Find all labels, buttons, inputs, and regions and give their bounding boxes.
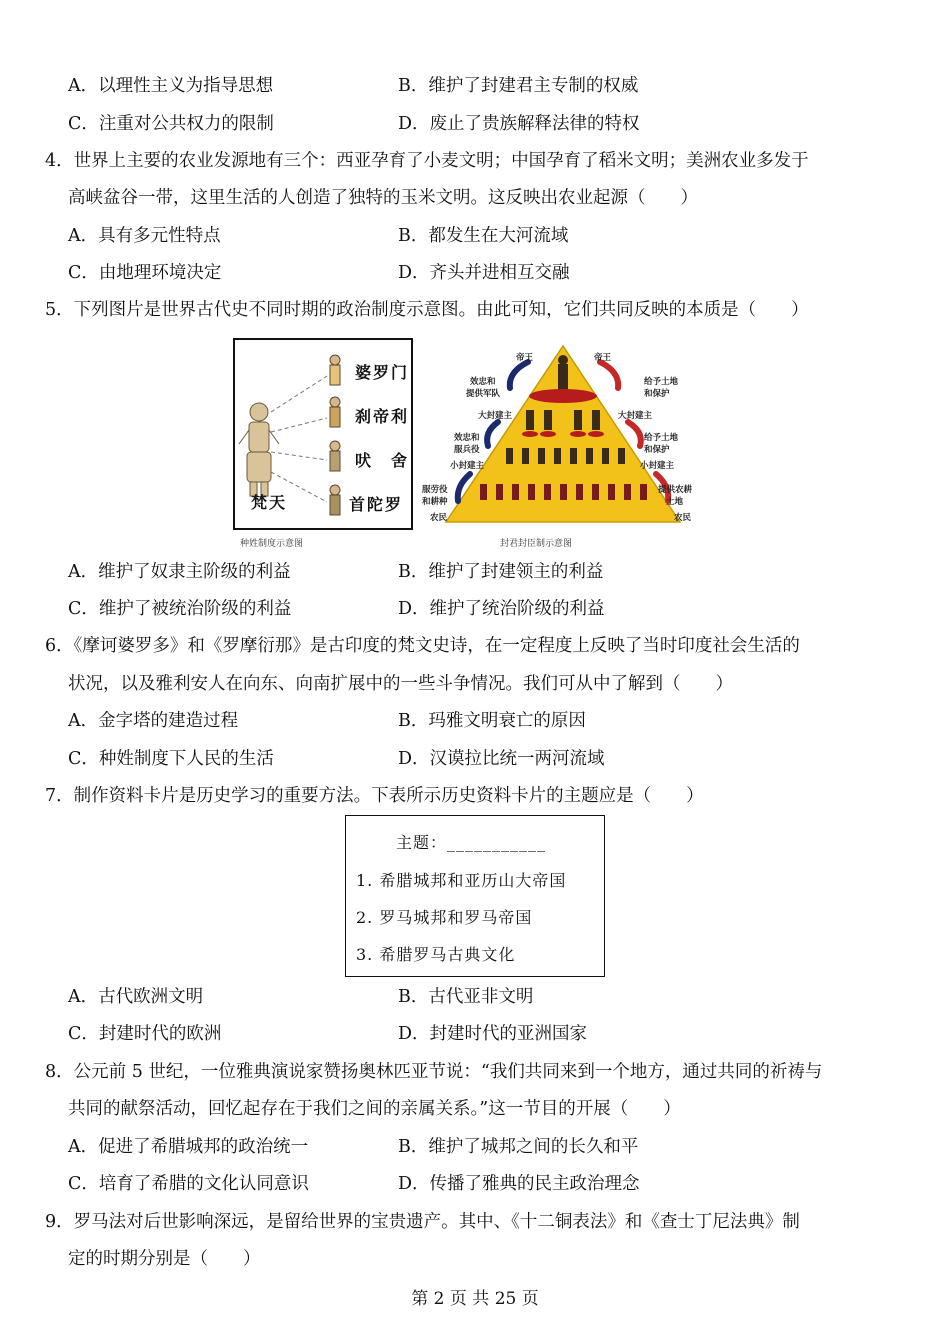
pyr-left-3b: 和耕种 — [422, 497, 448, 507]
q6-option-d[interactable]: D．汉谟拉比统一两河流域 — [398, 749, 605, 769]
pyr-right-1: 给予土地 — [644, 377, 679, 387]
q3-option-d[interactable]: D．废止了贵族解释法律的特权 — [398, 114, 640, 134]
q5-option-c[interactable]: C．维护了被统治阶级的利益 — [68, 599, 292, 619]
feudal-pyramid-figure — [418, 336, 708, 531]
q4-stem-line1: 4．世界上主要的农业发源地有三个：西亚孕育了小麦文明；中国孕育了稻米文明；美洲农业多发于 — [45, 151, 809, 171]
pyr-right-2: 给予土地 — [644, 433, 679, 443]
pyr-top-right: 帝王 — [594, 353, 612, 363]
caste-label-kshatriya: 刹帝利 — [355, 407, 410, 426]
pyr-left-2b: 服兵役 — [454, 445, 480, 455]
q4-option-b[interactable]: B．都发生在大河流域 — [398, 226, 569, 246]
q3-option-c[interactable]: C．注重对公共权力的限制 — [68, 114, 274, 134]
q6-option-c[interactable]: C．种姓制度下人民的生活 — [68, 749, 274, 769]
q9-stem-line2: 定的时期分别是（ ） — [68, 1249, 261, 1269]
q6-option-a[interactable]: A．金字塔的建造过程 — [68, 711, 239, 731]
q8-stem-line2: 共同的献祭活动，回忆起存在于我们之间的亲属关系。”这一节目的开展（ ） — [68, 1099, 681, 1119]
q4-option-d[interactable]: D．齐头并进相互交融 — [398, 263, 570, 283]
pyr-right-lord: 大封建主 — [618, 411, 653, 421]
q7-option-b[interactable]: B．古代亚非文明 — [398, 987, 534, 1007]
caste-label-brahma: 梵天 — [251, 493, 288, 512]
q9-stem-line1: 9．罗马法对后世影响深远，是留给世界的宝贵遗产。其中、《十二铜表法》和《查士丁尼法典》制 — [45, 1212, 800, 1232]
caste-label-shudra: 首陀罗 — [349, 495, 404, 514]
q8-option-b[interactable]: B．维护了城邦之间的长久和平 — [398, 1137, 639, 1157]
page-number: 第 2 页 共 25 页 — [411, 1289, 539, 1309]
pyr-left-1b: 提供军队 — [466, 389, 501, 399]
q4-option-a[interactable]: A．具有多元性特点 — [68, 226, 221, 246]
q5-option-b[interactable]: B．维护了封建领主的利益 — [398, 562, 604, 582]
pyr-left-3: 服劳役 — [422, 485, 448, 495]
pyr-left-2: 效忠和 — [454, 433, 480, 443]
card-item-3: 3. 希腊罗马古典文化 — [356, 945, 516, 964]
card-item-2: 2. 罗马城邦和罗马帝国 — [356, 908, 533, 927]
q7-option-c[interactable]: C．封建时代的欧洲 — [68, 1024, 222, 1044]
pyr-right-3: 提供农耕 — [658, 485, 693, 495]
q4-stem-line2: 高峡盆谷一带，这里生活的人创造了独特的玉米文明。这反映出农业起源（ ） — [68, 188, 698, 208]
card-item-1: 1. 希腊城邦和亚历山大帝国 — [356, 871, 567, 890]
pyr-right-2b: 和保护 — [644, 445, 670, 455]
q7-option-a[interactable]: A．古代欧洲文明 — [68, 987, 204, 1007]
q5-stem: 5．下列图片是世界古代史不同时期的政治制度示意图。由此可知，它们共同反映的本质是（ ） — [45, 300, 809, 320]
q7-option-d[interactable]: D．封建时代的亚洲国家 — [398, 1024, 588, 1044]
q6-stem-line1: 6．《摩诃婆罗多》和《罗摩衍那》是古印度的梵文史诗，在一定程度上反映了当时印度社会生活的 — [45, 636, 800, 656]
caste-system-figure — [233, 338, 413, 530]
caste-figure-caption: 种姓制度示意图 — [240, 539, 304, 549]
card-title: 主题：___________ — [396, 833, 547, 852]
pyr-top-left: 帝王 — [516, 353, 534, 363]
caste-label-vaishya: 吠 舍 — [355, 451, 410, 470]
q5-option-a[interactable]: A．维护了奴隶主阶级的利益 — [68, 562, 291, 582]
pyr-right-3b: 土地 — [666, 497, 684, 507]
q3-option-a[interactable]: A．以理性主义为指导思想 — [68, 76, 274, 96]
q8-option-c[interactable]: C．培育了希腊的文化认同意识 — [68, 1174, 309, 1194]
pyr-right-peasant: 农民 — [674, 513, 692, 523]
pyr-right-1b: 和保护 — [644, 389, 670, 399]
q5-option-d[interactable]: D．维护了统治阶级的利益 — [398, 599, 605, 619]
pyr-right-small: 小封建主 — [640, 461, 675, 471]
pyr-left-small: 小封建主 — [450, 461, 485, 471]
pyr-left-lord: 大封建主 — [478, 411, 513, 421]
q8-option-a[interactable]: A．促进了希腊城邦的政治统一 — [68, 1137, 309, 1157]
q8-option-d[interactable]: D．传播了雅典的民主政治理念 — [398, 1174, 640, 1194]
pyr-left-peasant: 农民 — [430, 513, 448, 523]
q7-stem: 7．制作资料卡片是历史学习的重要方法。下表所示历史资料卡片的主题应是（ ） — [45, 786, 704, 806]
q6-option-b[interactable]: B．玛雅文明衰亡的原因 — [398, 711, 586, 731]
q4-option-c[interactable]: C．由地理环境决定 — [68, 263, 222, 283]
history-data-card — [345, 815, 605, 977]
q6-stem-line2: 状况，以及雅利安人在向东、向南扩展中的一些斗争情况。我们可从中了解到（ ） — [68, 674, 733, 694]
feudal-figure-caption: 封君封臣制示意图 — [500, 539, 573, 549]
pyr-left-1: 效忠和 — [470, 377, 496, 387]
q3-option-b[interactable]: B．维护了封建君主专制的权威 — [398, 76, 639, 96]
q8-stem-line1: 8．公元前 5 世纪，一位雅典演说家赞扬奥林匹亚节说：“我们共同来到一个地方，通过共同的祈祷与 — [45, 1062, 823, 1082]
caste-label-brahmin: 婆罗门 — [355, 363, 410, 382]
